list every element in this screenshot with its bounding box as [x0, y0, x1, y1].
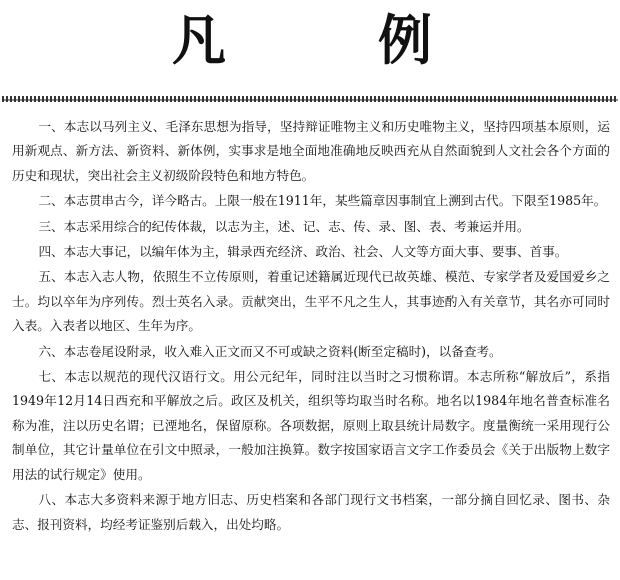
paragraph-7: 七、本志以规范的现代汉语行文。用公元纪年，同时注以当时之习惯称谓。本志所称“解放后”，系指1949年12月14日西充和平解放之后。政区及机关，组织等均取当时名称。地名以1984年地名普查标准名称为准，注以历史名谓；已湮地名，保留原称。各项数据，原则上取县统计局数字。度量衡统一采用现行公制单位，其它计量单位在引文中照录，一般加注换算。数字按国家语言文字工作委员会《关于出版物上数字用法的试行规定》使用。: [12, 369, 610, 482]
paragraph-5: 五、本志入志人物，依照生不立传原则，着重记述籍属近现代已故英雄、模范、专家学者及爱国爱乡之士。均以卒年为序列传。烈士英名入录。贡献突出，生平不凡之生人，其事迹酌入有关章节，其名亦可同时入表。入表者以地区、生年为序。: [12, 269, 610, 334]
title-char-li: 例: [378, 9, 432, 72]
paragraph-3: 三、本志采用综合的纪传体裁，以志为主，述、记、志、传、录、图、表、考兼运并用。: [38, 218, 530, 234]
paragraph-6: 六、本志卷尾设附录，收入难入正文而又不可或缺之资料(断至定稿时)，以备查考。: [38, 343, 502, 359]
paragraph-2: 二、本志贯串古今，详今略古。上限一般在1911年，某些篇章因事制宜上溯到古代。下限至1985年。: [38, 193, 607, 209]
document-body: [12, 115, 610, 538]
paragraph-1: 一、本志以马列主义、毛泽东思想为指导，坚持辩证唯物主义和历史唯物主义，坚持四项基本原则，运用新观点、新方法、新资料、新体例，实事求是地全面地准确地反映西充从自然面貌到人文社会各个方面的历史和现状，突出社会主义初级阶段特色和地方特色。: [12, 119, 610, 183]
paragraph-4: 四、本志大事记，以编年体为主，辑录西充经济、政治、社会、人文等方面大事、要事、首事。: [38, 244, 568, 260]
page-title: [0, 8, 620, 78]
paragraph-8: 八、本志大多资料来源于地方旧志、历史档案和各部门现行文书档案，一部分摘自回忆录、图书、杂志、报刊资料，均经考证鉴别后载入，出处均略。: [12, 492, 610, 532]
divider-line: [2, 99, 618, 101]
title-char-fan: 凡: [172, 9, 226, 72]
